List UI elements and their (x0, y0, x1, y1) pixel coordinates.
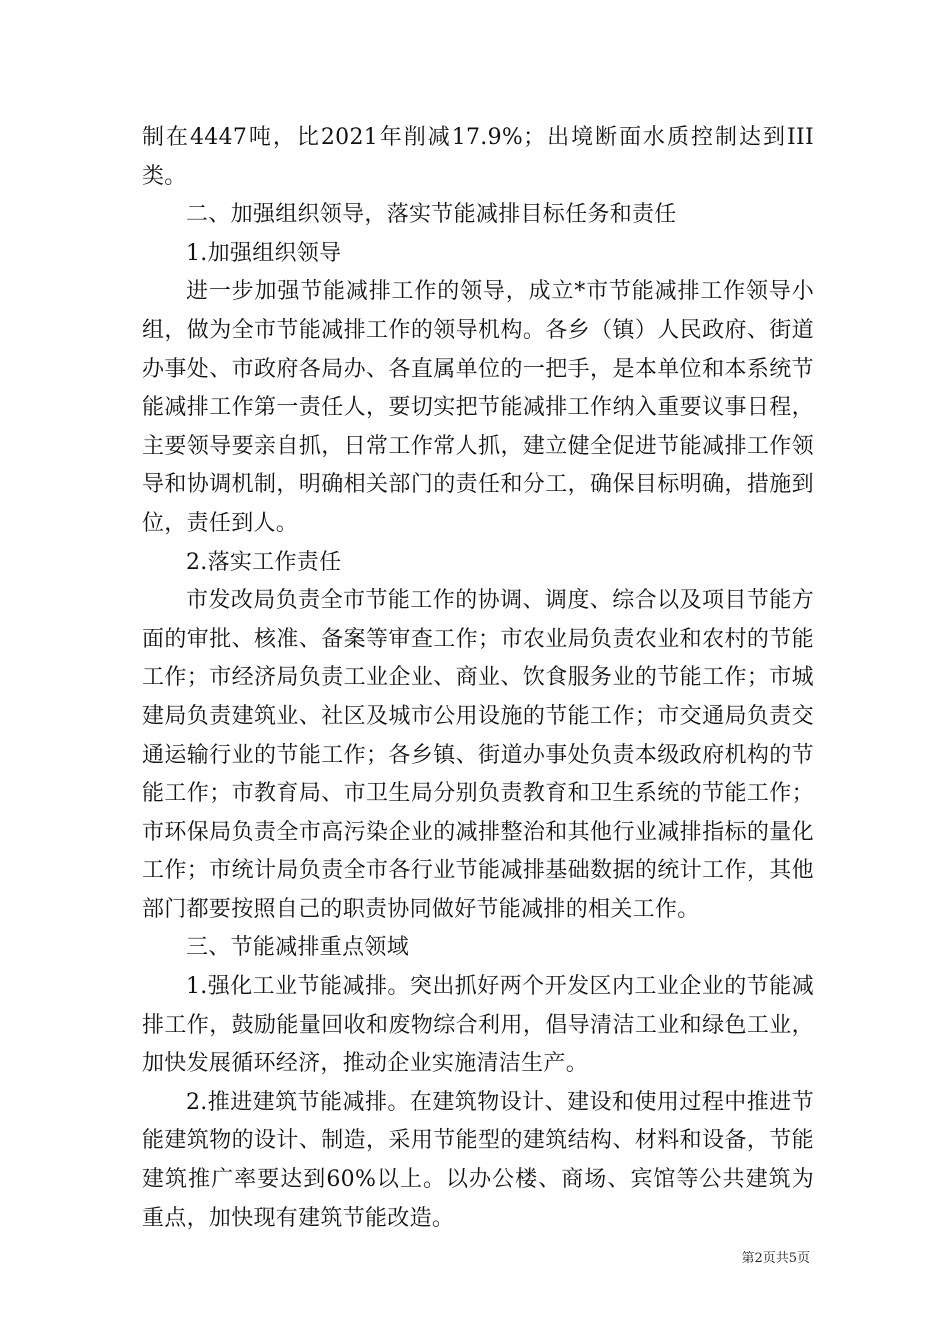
document-body (142, 119, 814, 1238)
paragraph-continuation: 制在4447吨，比2021年削减17.9%；出境断面水质控制达到III类。 (142, 125, 814, 189)
paragraph-responsibilities: 市发改局负责全市节能工作的协调、调度、综合以及项目节能方面的审批、核准、备案等审查工作；市农业局负责农业和农村的节能工作；市经济局负责工业企业、商业、饮食服务业的节能工作；市城建局负责建筑业、社区及城市公用设施的节能工作；市交通局负责交通运输行业的节能工作；各乡镇、街道办事处负责本级政府机构的节能工作；市教育局、市卫生局分别负责教育和卫生系统的节能工作；市环保局负责全市高污染企业的减排整治和其他行业减排指标的量化工作；市统计局负责全市各行业节能减排基础数据的统计工作，其他部门都要按照自己的职责协同做好节能减排的相关工作。 (142, 588, 814, 922)
page-number: 第2页共5页 (741, 1251, 810, 1266)
section-heading-3: 三、节能减排重点领域 (186, 935, 410, 961)
paragraph-building: 2.推进建筑节能减排。在建筑物设计、建设和使用过程中推进节能建筑物的设计、制造，采用节能型的建筑结构、材料和设备，节能建筑推广率要达到60%以上。以办公楼、商场、宾馆等公共建筑为重点，加快现有建筑节能改造。 (142, 1089, 814, 1231)
subheading-2-2: 2.落实工作责任 (186, 549, 342, 575)
paragraph-industrial: 1.强化工业节能减排。突出抓好两个开发区内工业企业的节能减排工作，鼓励能量回收和废物综合利用，倡导清洁工业和绿色工业，加快发展循环经济，推动企业实施清洁生产。 (142, 974, 814, 1077)
section-heading-2: 二、加强组织领导，落实节能减排目标任务和责任 (186, 202, 677, 228)
paragraph-leadership: 进一步加强节能减排工作的领导，成立*市节能减排工作领导小组，做为全市节能减排工作的领导机构。各乡（镇）人民政府、街道办事处、市政府各局办、各直属单位的一把手，是本单位和本系统节能减排工作第一责任人，要切实把节能减排工作纳入重要议事日程，主要领导要亲自抓，日常工作常人抓，建立健全促进节能减排工作领导和协调机制，明确相关部门的责任和分工，确保目标明确，措施到位，责任到人。 (142, 279, 814, 536)
subheading-2-1: 1.加强组织领导 (186, 240, 342, 266)
